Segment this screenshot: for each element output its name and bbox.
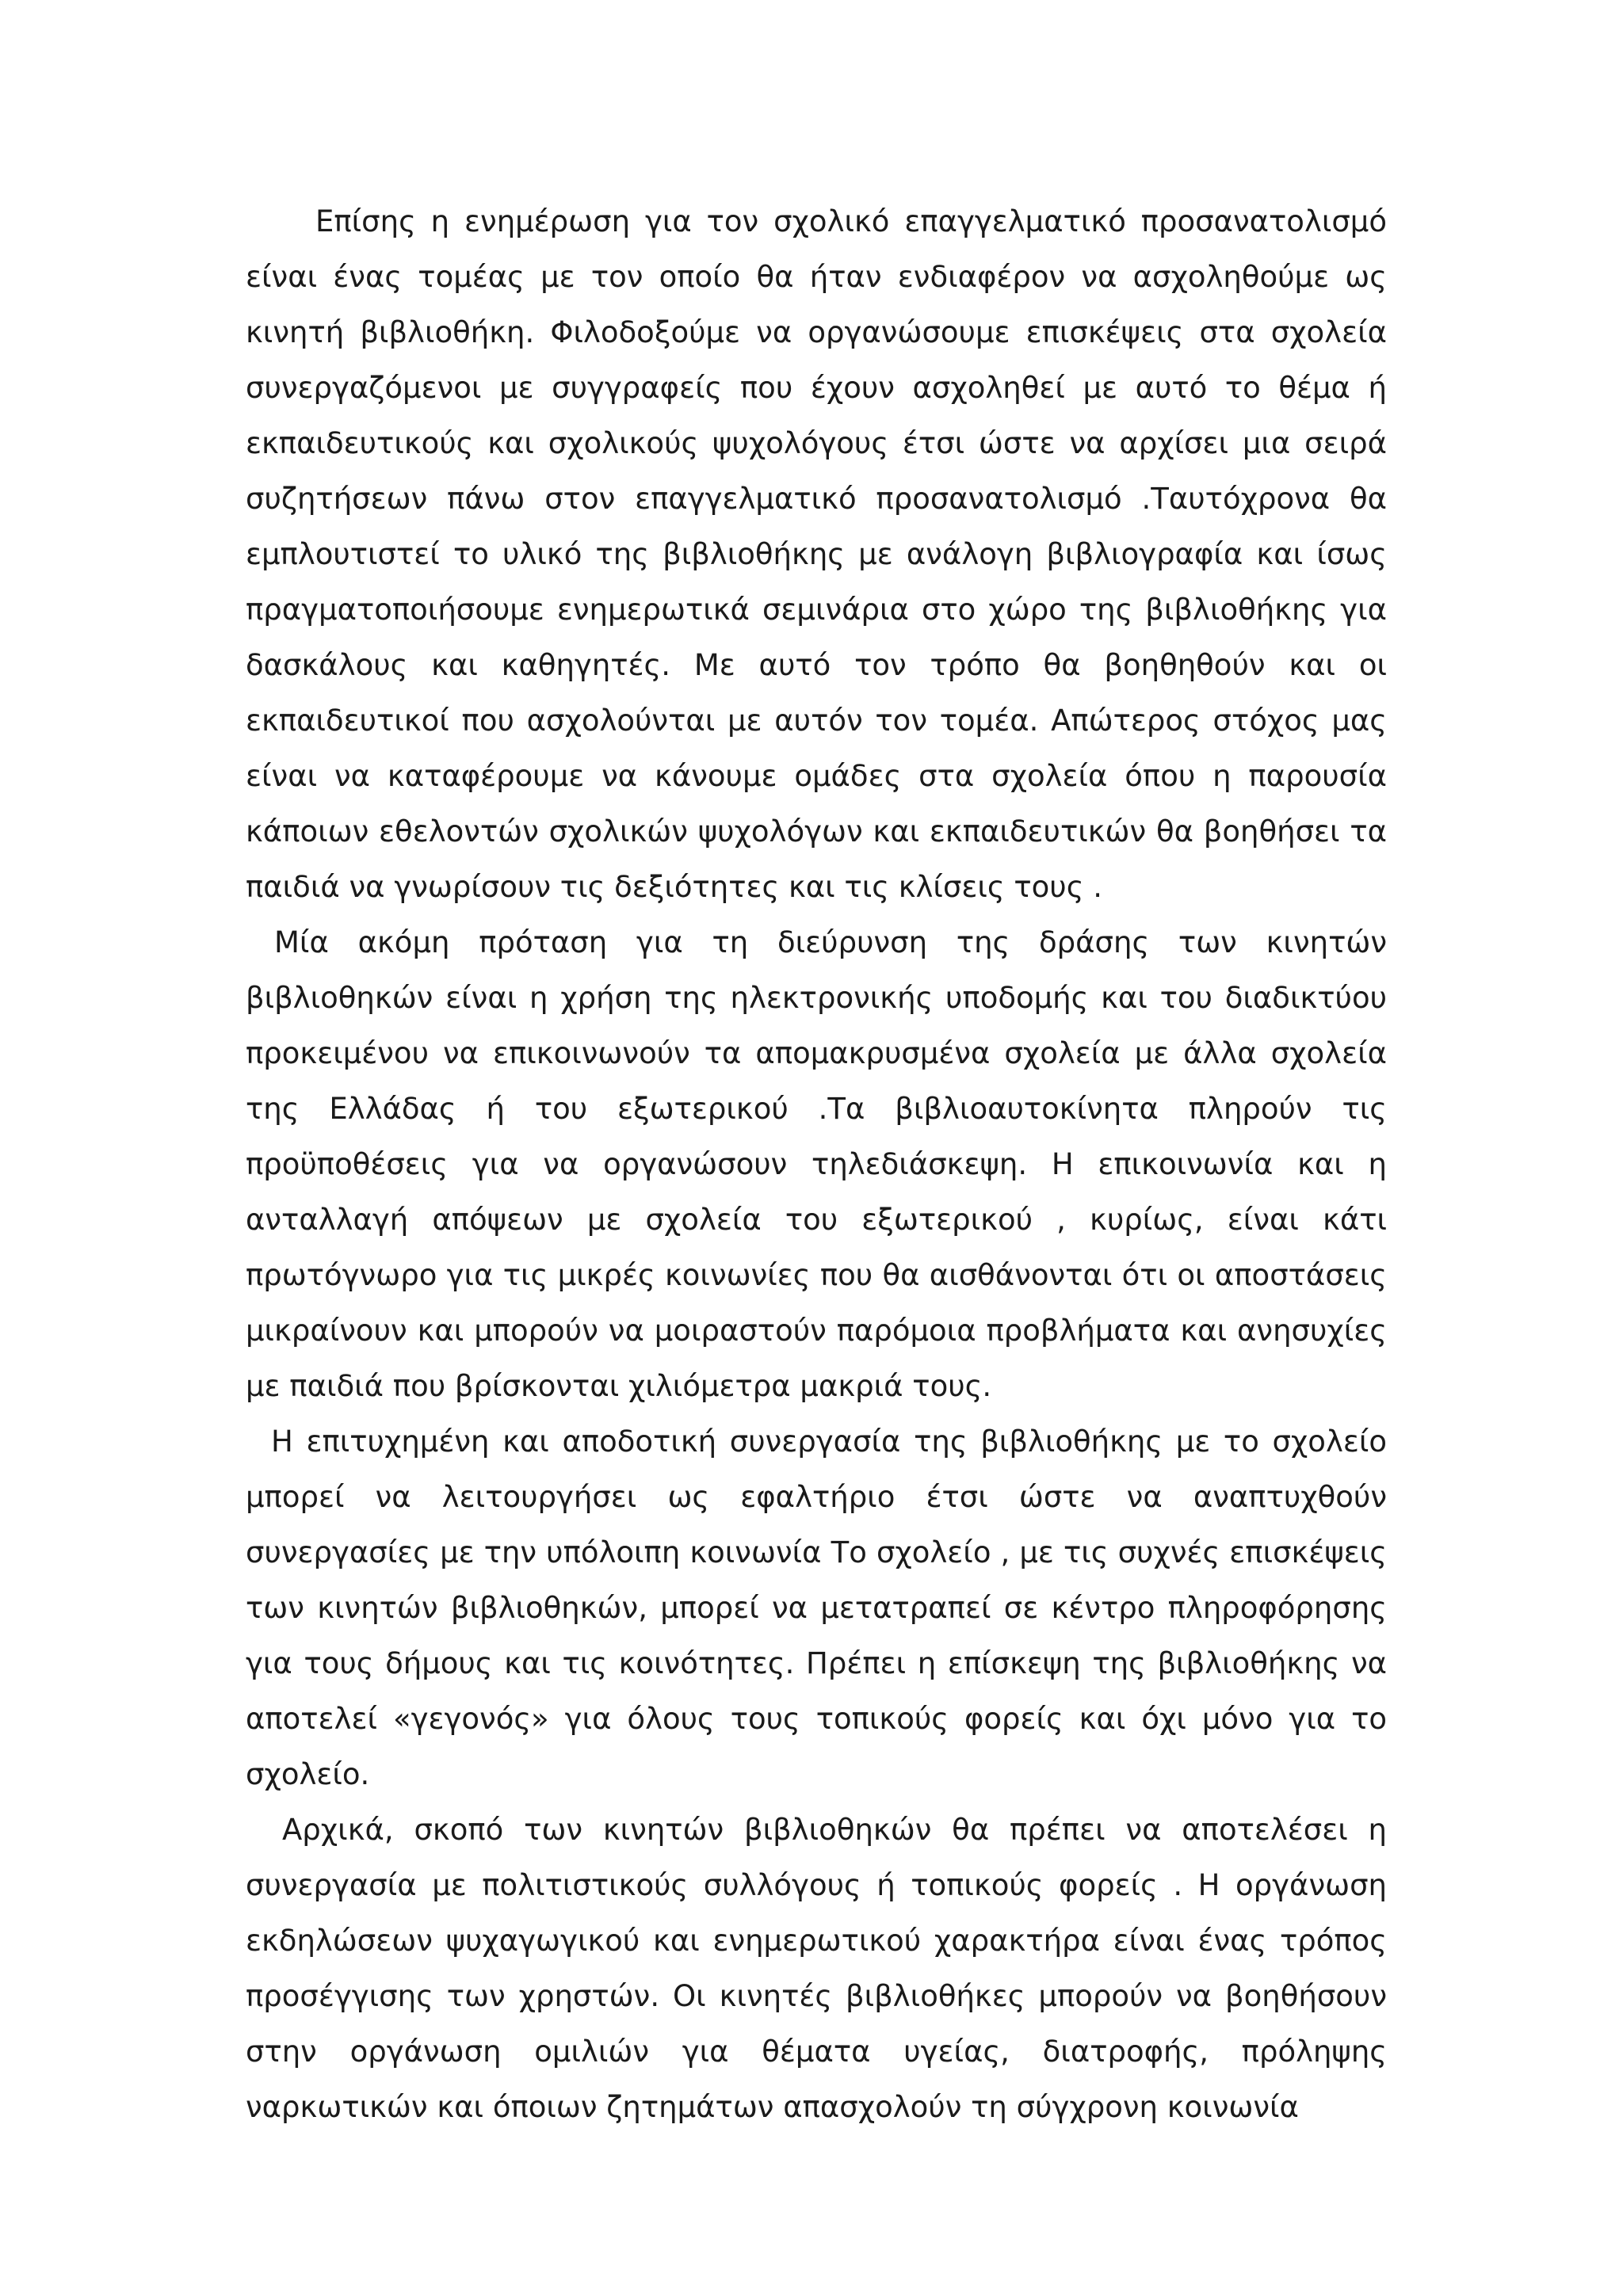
paragraph-cultural-associations: Αρχικά, σκοπό των κινητών βιβλιοθηκών θα πρέπει να αποτελέσει η συνεργασία με πολιτιστικούς συλλόγους ή τοπικούς φορείς . Η οργάνωση εκδηλώσεων ψυχαγωγικού και ενημερωτικού χαρακτήρα είναι ένας τρόπος προσέγγισης των χρηστών. Οι κινητές βιβλιοθήκες μπορούν να βοηθήσουν στην οργάνωση ομιλιών για θέματα υγείας, διατροφής, πρόληψης ναρκωτικών και όποιων ζητημάτων απασχολούν τη σύγχρονη κοινωνία xyxy=(246,1813,1387,2124)
document-body xyxy=(246,194,1387,2135)
paragraph-school-cooperation: Η επιτυχημένη και αποδοτική συνεργασία της βιβλιοθήκης με το σχολείο μπορεί να λειτουργήσει ως εφαλτήριο έτσι ώστε να αναπτυχθούν συνεργασίες με την υπόλοιπη κοινωνία Το σχολείο , με τις συχνές επισκέψεις των κινητών βιβλιοθηκών, μπορεί να μετατραπεί σε κέντρο πληροφόρησης για τους δήμους και τις κοινότητες. Πρέπει η επίσκεψη της βιβλιοθήκης να αποτελεί «γεγονός» για όλους τους τοπικούς φορείς και όχι μόνο για το σχολείο. xyxy=(246,1425,1387,1791)
paragraph-career-guidance: Επίσης η ενημέρωση για τον σχολικό επαγγελματικό προσανατολισμό είναι ένας τομέας με τον οποίο θα ήταν ενδιαφέρον να ασχοληθούμε ως κινητή βιβλιοθήκη. Φιλοδοξούμε να οργανώσουμε επισκέψεις στα σχολεία συνεργαζόμενοι με συγγραφείς που έχουν ασχοληθεί με αυτό το θέμα ή εκπαιδευτικούς και σχολικούς ψυχολόγους έτσι ώστε να αρχίσει μια σειρά συζητήσεων πάνω στον επαγγελματικό προσανατολισμό .Ταυτόχρονα θα εμπλουτιστεί το υλικό της βιβλιοθήκης με ανάλογη βιβλιογραφία και ίσως πραγματοποιήσουμε ενημερωτικά σεμινάρια στο χώρο της βιβλιοθήκης για δασκάλους και καθηγητές. Με αυτό τον τρόπο θα βοηθηθούν και οι εκπαιδευτικοί που ασχολούνται με αυτόν τον τομέα. Απώτερος στόχος μας είναι να καταφέρουμε να κάνουμε ομάδες στα σχολεία όπου η παρουσία κάποιων εθελοντών σχολικών ψυχολόγων και εκπαιδευτικών θα βοηθήσει τα παιδιά να γνωρίσουν τις δεξιότητες και τις κλίσεις τους . xyxy=(246,204,1387,904)
paragraph-electronic-infrastructure: Μία ακόμη πρόταση για τη διεύρυνση της δράσης των κινητών βιβλιοθηκών είναι η χρήση της ηλεκτρονικής υποδομής και του διαδικτύου προκειμένου να επικοινωνούν τα απομακρυσμένα σχολεία με άλλα σχολεία της Ελλάδας ή του εξωτερικού .Τα βιβλιοαυτοκίνητα πληρούν τις προϋποθέσεις για να οργανώσουν τηλεδιάσκεψη. Η επικοινωνία και η ανταλλαγή απόψεων με σχολεία του εξωτερικού , κυρίως, είναι κάτι πρωτόγνωρο για τις μικρές κοινωνίες που θα αισθάνονται ότι οι αποστάσεις μικραίνουν και μπορούν να μοιραστούν παρόμοια προβλήματα και ανησυχίες με παιδιά που βρίσκονται χιλιόμετρα μακριά τους. xyxy=(246,925,1387,1403)
